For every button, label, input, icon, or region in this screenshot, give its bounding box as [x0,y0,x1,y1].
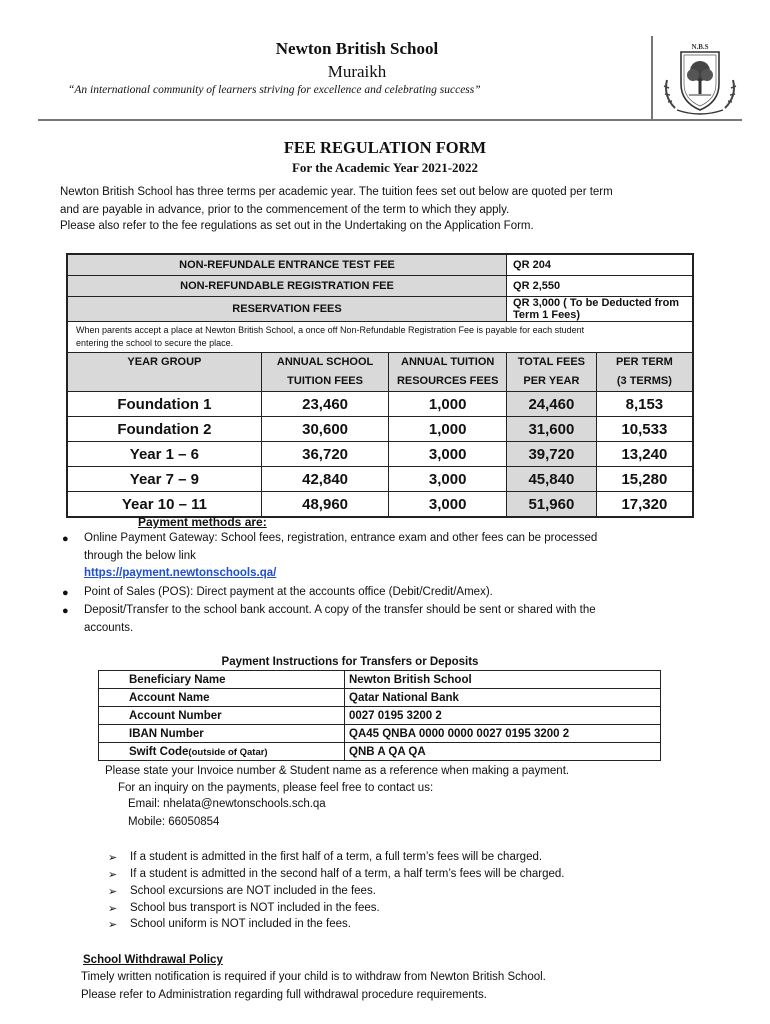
arrow-bullet-icon: ➢ [108,919,118,931]
total-fee: 31,600 [507,417,597,442]
resources-fee: 3,000 [389,492,507,518]
bank-field-value: Newton British School [345,671,661,689]
total-fee: 39,720 [507,442,597,467]
table-row [99,743,661,761]
document-header [0,36,640,118]
per-term-fee: 15,280 [596,467,693,492]
payment-gateway-link[interactable]: https://payment.newtonschools.qa/ [84,567,277,579]
total-fee: 51,960 [507,492,597,518]
fee-header-row [67,353,693,392]
contact-mobile: Mobile: 66050854 [128,816,220,828]
table-row [99,671,661,689]
swift-label: Swift Code [129,745,189,758]
year-group: Year 7 – 9 [67,467,261,492]
fee-condition: School uniform is NOT included in the fees. [130,918,351,930]
registration-note [67,322,693,353]
table-row [67,417,693,442]
bullet-icon: ● [62,533,69,545]
table-row [67,492,693,518]
fixed-fee-value: QR 2,550 [507,276,693,297]
fixed-fee-row [67,297,693,322]
per-term-fee: 17,320 [596,492,693,518]
table-row [99,689,661,707]
bank-field-label: IBAN Number [99,725,345,743]
contact-email: Email: nhelata@newtonschools.sch.qa [128,798,326,810]
school-motto: “An international community of learners striving for excellence and celebrating success” [68,84,481,96]
resources-fee: 3,000 [389,442,507,467]
withdrawal-policy-text: Please refer to Administration regarding full withdrawal procedure requirements. [81,989,487,1001]
bank-transfer-text: Deposit/Transfer to the school bank account. A copy of the transfer should be sent or shared with the [84,604,596,616]
column-header: TOTAL FEES PER YEAR [507,353,597,392]
bank-field-label [99,743,345,761]
registration-note-line: When parents accept a place at Newton British School, a once off Non-Refundable Registration Fee is payable for each student [76,325,585,335]
arrow-bullet-icon: ➢ [108,852,118,864]
resources-fee: 3,000 [389,467,507,492]
year-group: Foundation 1 [67,392,261,417]
form-title: FEE REGULATION FORM [283,138,487,157]
withdrawal-policy-text: Timely written notification is required if your child is to withdraw from Newton British School. [81,971,546,983]
arrow-bullet-icon: ➢ [108,869,118,881]
resources-fee: 1,000 [389,392,507,417]
bank-transfer-text: accounts. [84,622,134,634]
fee-condition: If a student is admitted in the second half of a term, a half term’s fees will be charged. [130,868,565,880]
table-row [67,392,693,417]
payment-gateway-text: Online Payment Gateway: School fees, registration, entrance exam and other fees can be processed [84,532,598,544]
fixed-fee-row [67,254,693,276]
fixed-fee-row [67,276,693,297]
table-row [99,707,661,725]
year-group: Foundation 2 [67,417,261,442]
fixed-fee-value: QR 204 [507,254,693,276]
column-header: PER TERM (3 TERMS) [596,353,693,392]
svg-text:N.B.S: N.B.S [691,43,709,51]
fee-condition: School excursions are NOT included in the fees. [130,885,376,897]
header-rule [38,119,742,121]
intro-line: and are payable in advance, prior to the commencement of the term to which they apply. [60,204,510,216]
registration-note-row [67,322,693,353]
inquiry-text: For an inquiry on the payments, please feel free to contact us: [118,782,434,794]
school-name: Newton British School [275,39,439,58]
bank-field-label: Account Number [99,707,345,725]
bank-details-table [98,670,661,761]
resources-fee: 1,000 [389,417,507,442]
bank-field-value: 0027 0195 3200 2 [345,707,661,725]
table-row [99,725,661,743]
reference-instruction: Please state your Invoice number & Student name as a reference when making a payment. [105,765,570,777]
tuition-fee: 48,960 [261,492,389,518]
column-header: YEAR GROUP [67,353,261,392]
arrow-bullet-icon: ➢ [108,903,118,915]
total-fee: 45,840 [507,467,597,492]
payment-methods-heading: Payment methods are: [138,515,267,529]
fixed-fee-label: NON-REFUNDALE ENTRANCE TEST FEE [67,254,507,276]
per-term-fee: 10,533 [596,417,693,442]
bank-instructions-title: Payment Instructions for Transfers or Deposits [221,656,479,668]
bank-field-value: QA45 QNBA 0000 0000 0027 0195 3200 2 [345,725,661,743]
tuition-fee: 36,720 [261,442,389,467]
fixed-fee-label: RESERVATION FEES [67,297,507,322]
withdrawal-policy-heading: School Withdrawal Policy [83,954,223,966]
swift-qualifier: (outside of Qatar) [188,746,268,758]
bank-field-value: Qatar National Bank [345,689,661,707]
bank-field-label: Account Name [99,689,345,707]
bank-field-label: Beneficiary Name [99,671,345,689]
tuition-fee: 23,460 [261,392,389,417]
table-row [67,442,693,467]
bank-field-value: QNB A QA QA [345,743,661,761]
pos-payment-text: Point of Sales (POS): Direct payment at the accounts office (Debit/Credit/Amex). [84,586,493,598]
header-divider [651,36,653,120]
total-fee: 24,460 [507,392,597,417]
fee-condition: School bus transport is NOT included in the fees. [130,902,380,914]
year-group: Year 1 – 6 [67,442,261,467]
form-subtitle: For the Academic Year 2021-2022 [291,160,479,175]
fee-table [66,253,694,518]
bullet-icon: ● [62,605,69,617]
per-term-fee: 13,240 [596,442,693,467]
payment-gateway-text: through the below link [84,550,196,562]
school-crest-logo [659,40,741,116]
arrow-bullet-icon: ➢ [108,886,118,898]
tuition-fee: 30,600 [261,417,389,442]
fixed-fee-value: QR 3,000 ( To be Deducted from Term 1 Fees) [507,297,693,322]
fixed-fee-label: NON-REFUNDABLE REGISTRATION FEE [67,276,507,297]
fee-condition: If a student is admitted in the first half of a term, a full term’s fees will be charged. [130,851,543,863]
per-term-fee: 8,153 [596,392,693,417]
year-group: Year 10 – 11 [67,492,261,518]
registration-note-line: entering the school to secure the place. [76,338,234,348]
column-header: ANNUAL SCHOOL TUITION FEES [261,353,389,392]
tuition-fee: 42,840 [261,467,389,492]
column-header: ANNUAL TUITION RESOURCES FEES [389,353,507,392]
campus-name: Muraikh [327,62,387,81]
bullet-icon: ● [62,587,69,599]
intro-line: Please also refer to the fee regulations as set out in the Undertaking on the Application Form. [60,220,534,232]
intro-line: Newton British School has three terms per academic year. The tuition fees set out below are quoted per term [60,186,613,198]
table-row [67,467,693,492]
